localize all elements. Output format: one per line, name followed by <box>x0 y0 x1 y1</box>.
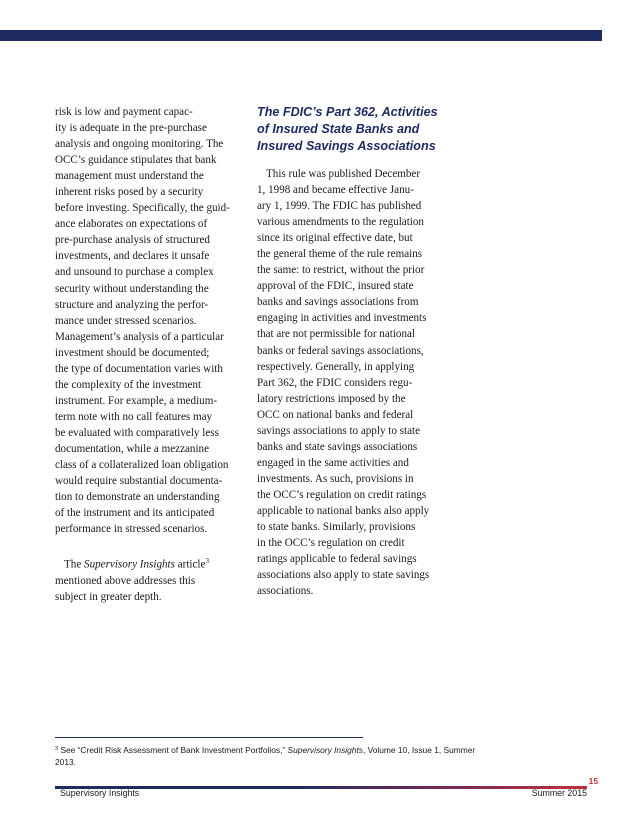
text-line: associations. <box>257 585 314 598</box>
footer-issue-date: Summer 2015 <box>531 788 587 798</box>
text-line: engaging in activities and investments <box>257 312 427 325</box>
text-line: engaged in the same activities and <box>257 456 409 469</box>
text-line: OCC on national banks and federal <box>257 408 414 421</box>
left-paragraph-1 <box>55 104 241 537</box>
para2-line3: subject in greater depth. <box>55 591 162 604</box>
text-line: term note with no call features may <box>55 410 213 423</box>
text-line: 1, 1998 and became effective Janu- <box>257 184 414 197</box>
heading-line: of Insured State Banks and <box>257 122 420 136</box>
text-line: the OCC’s regulation on credit ratings <box>257 488 427 501</box>
footer-publication-name: Supervisory Insights <box>60 788 140 798</box>
text-line: applicable to national banks also apply <box>257 504 430 517</box>
text-line: instrument. For example, a medium- <box>55 394 218 407</box>
text-line: pre-purchase analysis of structured <box>55 234 210 247</box>
text-line: the same: to restrict, without the prior <box>257 264 425 277</box>
page-number: 15 <box>588 776 598 786</box>
text-line: performance in stressed scenarios. <box>55 523 208 536</box>
text-line: associations also apply to state savings <box>257 569 430 582</box>
text-line: mance under stressed scenarios. <box>55 314 197 327</box>
para2-line2: mentioned above addresses this <box>55 575 196 587</box>
right-column <box>257 104 447 599</box>
footnote-divider <box>55 737 363 738</box>
text-line: ary 1, 1999. The FDIC has published <box>257 200 422 213</box>
text-line: investment should be documented; <box>55 346 210 359</box>
text-line: management must understand the <box>55 170 204 183</box>
footnote-reference[interactable]: 3 <box>205 557 209 566</box>
right-paragraph-1 <box>257 166 447 599</box>
text-line: be evaluated with comparatively less <box>55 426 219 439</box>
text-line: OCC’s guidance stipulates that bank <box>55 154 217 167</box>
text-line: since its original effective date, but <box>257 232 413 245</box>
text-line: analysis and ongoing monitoring. The <box>55 138 224 151</box>
text-line: various amendments to the regulation <box>257 216 424 229</box>
text-line: to state banks. Similarly, provisions <box>257 521 416 534</box>
text-line: tion to demonstrate an understanding <box>55 491 220 504</box>
text-line: Management’s analysis of a particular <box>55 330 224 343</box>
text-line: latory restrictions imposed by the <box>257 392 406 405</box>
left-paragraph-2 <box>55 553 241 605</box>
text-line: This rule was published December <box>266 168 421 180</box>
text-line: security without understanding the <box>55 282 209 295</box>
text-line: banks or federal savings associations, <box>257 344 424 357</box>
text-line: the type of documentation varies with <box>55 362 223 375</box>
publication-title: Supervisory Insights <box>84 558 175 571</box>
text-line: investments, and declares it unsafe <box>55 250 210 263</box>
text-line: in the OCC’s regulation on credit <box>257 537 405 550</box>
text-line: respectively. Generally, in applying <box>257 360 415 373</box>
text-line: before investing. Specifically, the guid- <box>55 202 230 215</box>
text-line: banks and state savings associations <box>257 440 418 453</box>
text-line: investments. As such, provisions in <box>257 472 414 485</box>
footnote-publication-title: Supervisory Insights <box>287 745 363 755</box>
section-heading <box>257 104 447 155</box>
text-line: ity is adequate in the pre-purchase <box>55 122 207 135</box>
heading-line: Insured Savings Associations <box>257 139 436 153</box>
text-line: that are not permissible for national <box>257 328 416 341</box>
text-line: risk is low and payment capac- <box>55 106 193 118</box>
text-line: class of a collateralized loan obligation <box>55 459 229 472</box>
text-line: the complexity of the investment <box>55 378 202 391</box>
text-line: banks and savings associations from <box>257 296 419 309</box>
text-line: documentation, while a mezzanine <box>55 442 210 455</box>
left-column <box>55 104 241 605</box>
text-line: approval of the FDIC, insured state <box>257 280 414 293</box>
para2-line1: The Supervisory Insights article$^3$ <box>64 557 209 571</box>
text-line: of the instrument and its anticipated <box>55 507 215 520</box>
text-line: inherent risks posed by a security <box>55 186 204 199</box>
text-line: would require substantial documenta- <box>55 475 223 488</box>
text-line: ance elaborates on expectations of <box>55 218 208 231</box>
text-line: structure and analyzing the perfor- <box>55 298 209 311</box>
text-line: savings associations to apply to state <box>257 424 420 437</box>
text-line: the general theme of the rule remains <box>257 248 423 261</box>
footnote-number: 3 <box>55 746 59 752</box>
text-line: and unsound to purchase a complex <box>55 266 214 279</box>
text-line: ratings applicable to federal savings <box>257 553 417 566</box>
footnote: $^3$ See “Credit Risk Assessment of Bank Investment Portfolios,” Supervisory Insights, Volume 10, Issue 1, Summer 2013. <box>55 745 476 767</box>
heading-line: The FDIC’s Part 362, Activities <box>257 105 438 119</box>
text-line: Part 362, the FDIC considers regu- <box>257 376 413 389</box>
header-bar <box>0 30 602 41</box>
